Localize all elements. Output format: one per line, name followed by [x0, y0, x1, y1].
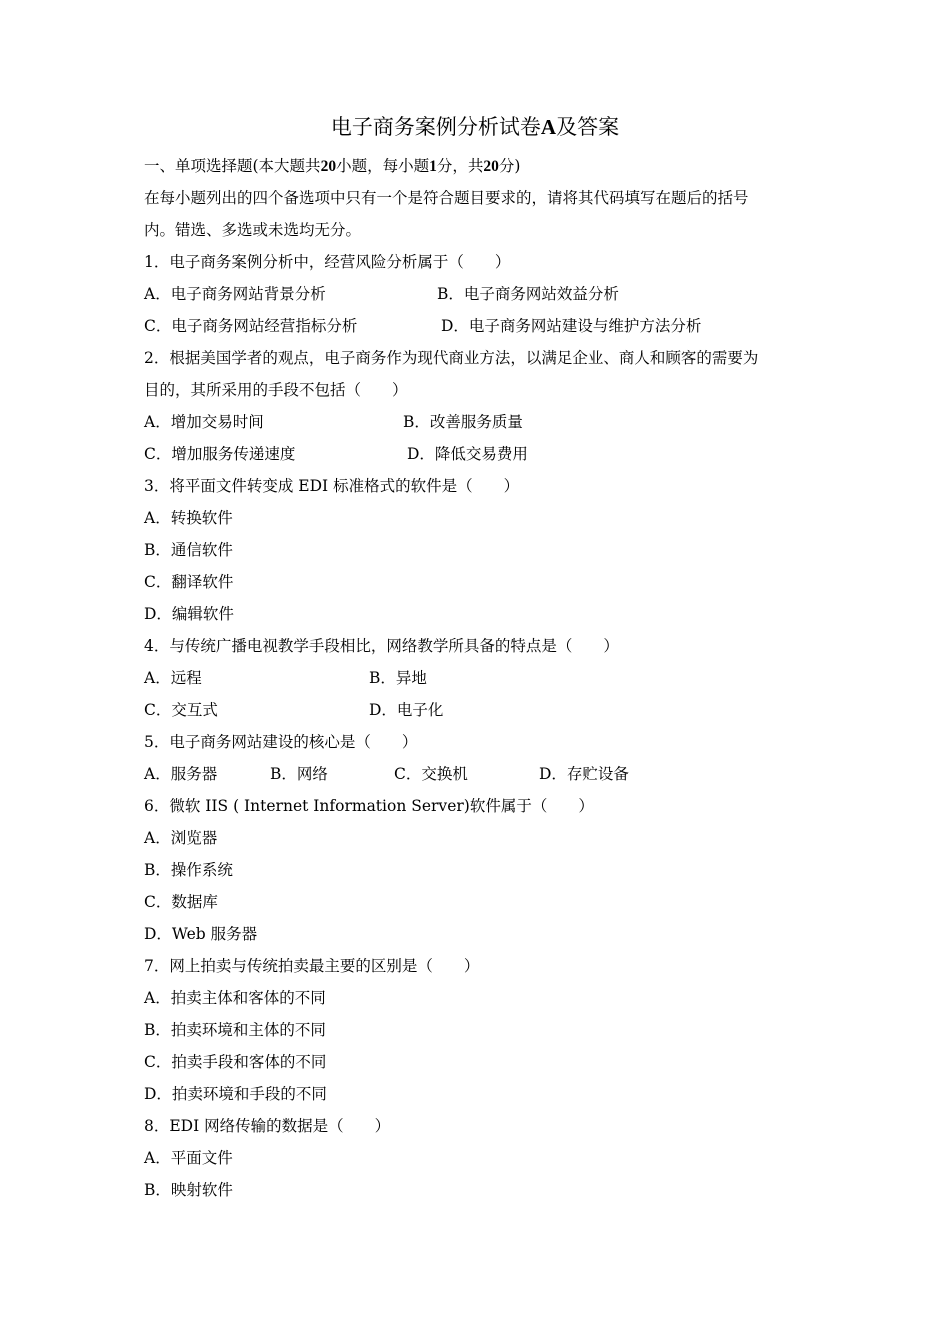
- question-1-option-b: B．电子商务网站效益分析: [437, 285, 619, 303]
- question-6-option-a: A．浏览器: [144, 829, 218, 847]
- question-1: 1．电子商务案例分析中，经营风险分析属于（ ）: [144, 253, 511, 271]
- title-suffix-text: 及答案: [556, 115, 620, 139]
- question-8-option-a: A．平面文件: [144, 1149, 233, 1167]
- question-2-line-1: 2．根据美国学者的观点，电子商务作为现代商业方法，以满足企业、商人和顾客的需要为: [144, 349, 759, 367]
- question-2-option-c: C．增加服务传递速度: [144, 445, 296, 463]
- question-7-option-c: C．拍卖手段和客体的不同: [144, 1053, 327, 1071]
- question-1-option-d: D．电子商务网站建设与维护方法分析: [441, 317, 702, 335]
- question-5-option-a: A．服务器: [144, 765, 218, 783]
- question-3-option-a: A．转换软件: [144, 509, 233, 527]
- question-4-option-b: B．异地: [369, 669, 427, 687]
- question-5-option-b: B．网络: [270, 765, 328, 783]
- question-3: 3．将平面文件转变成 EDI 标准格式的软件是（ ）: [144, 477, 520, 495]
- question-2-option-d: D．降低交易费用: [407, 445, 528, 463]
- question-5: 5．电子商务网站建设的核心是（ ）: [144, 733, 418, 751]
- question-2-option-b: B．改善服务质量: [403, 413, 523, 431]
- question-7-option-a: A．拍卖主体和客体的不同: [144, 989, 326, 1007]
- question-1-option-a: A．电子商务网站背景分析: [144, 285, 326, 303]
- question-6-option-d: D．Web 服务器: [144, 925, 258, 943]
- question-2-line-2: 目的，其所采用的手段不包括（ ）: [144, 381, 408, 399]
- question-4: 4．与传统广播电视教学手段相比，网络教学所具备的特点是（ ）: [144, 637, 619, 655]
- question-6-option-b: B．操作系统: [144, 861, 233, 879]
- question-3-option-d: D．编辑软件: [144, 605, 234, 623]
- instructions-line-2: 内。错选、多选或未选均无分。: [144, 221, 362, 239]
- title-bold-text: A: [540, 115, 557, 139]
- question-8: 8．EDI 网络传输的数据是（ ）: [144, 1117, 391, 1135]
- question-1-option-c: C．电子商务网站经营指标分析: [144, 317, 358, 335]
- question-6-option-c: C．数据库: [144, 893, 218, 911]
- question-7-option-b: B．拍卖环境和主体的不同: [144, 1021, 326, 1039]
- question-4-option-d: D．电子化: [369, 701, 444, 719]
- title-text: 电子商务案例分析试卷: [330, 115, 541, 139]
- question-6: 6．微软 IIS ( Internet Information Server)软件属于（ ）: [144, 797, 594, 815]
- question-4-option-a: A．远程: [144, 669, 202, 687]
- question-3-option-b: B．通信软件: [144, 541, 233, 559]
- instructions-line-1: 在每小题列出的四个备选项中只有一个是符合题目要求的，请将其代码填写在题后的括号: [144, 189, 749, 207]
- question-3-option-c: C．翻译软件: [144, 573, 234, 591]
- section-heading: 一、单项选择题(本大题共20小题，每小题1分，共20分): [144, 157, 521, 175]
- question-5-option-d: D．存贮设备: [539, 765, 629, 783]
- question-4-option-c: C．交互式: [144, 701, 218, 719]
- question-5-option-c: C．交换机: [394, 765, 468, 783]
- question-2-option-a: A．增加交易时间: [144, 413, 264, 431]
- document-title: [0, 112, 950, 142]
- question-7-option-d: D．拍卖环境和手段的不同: [144, 1085, 327, 1103]
- question-7: 7．网上拍卖与传统拍卖最主要的区别是（ ）: [144, 957, 480, 975]
- question-8-option-b: B．映射软件: [144, 1181, 233, 1199]
